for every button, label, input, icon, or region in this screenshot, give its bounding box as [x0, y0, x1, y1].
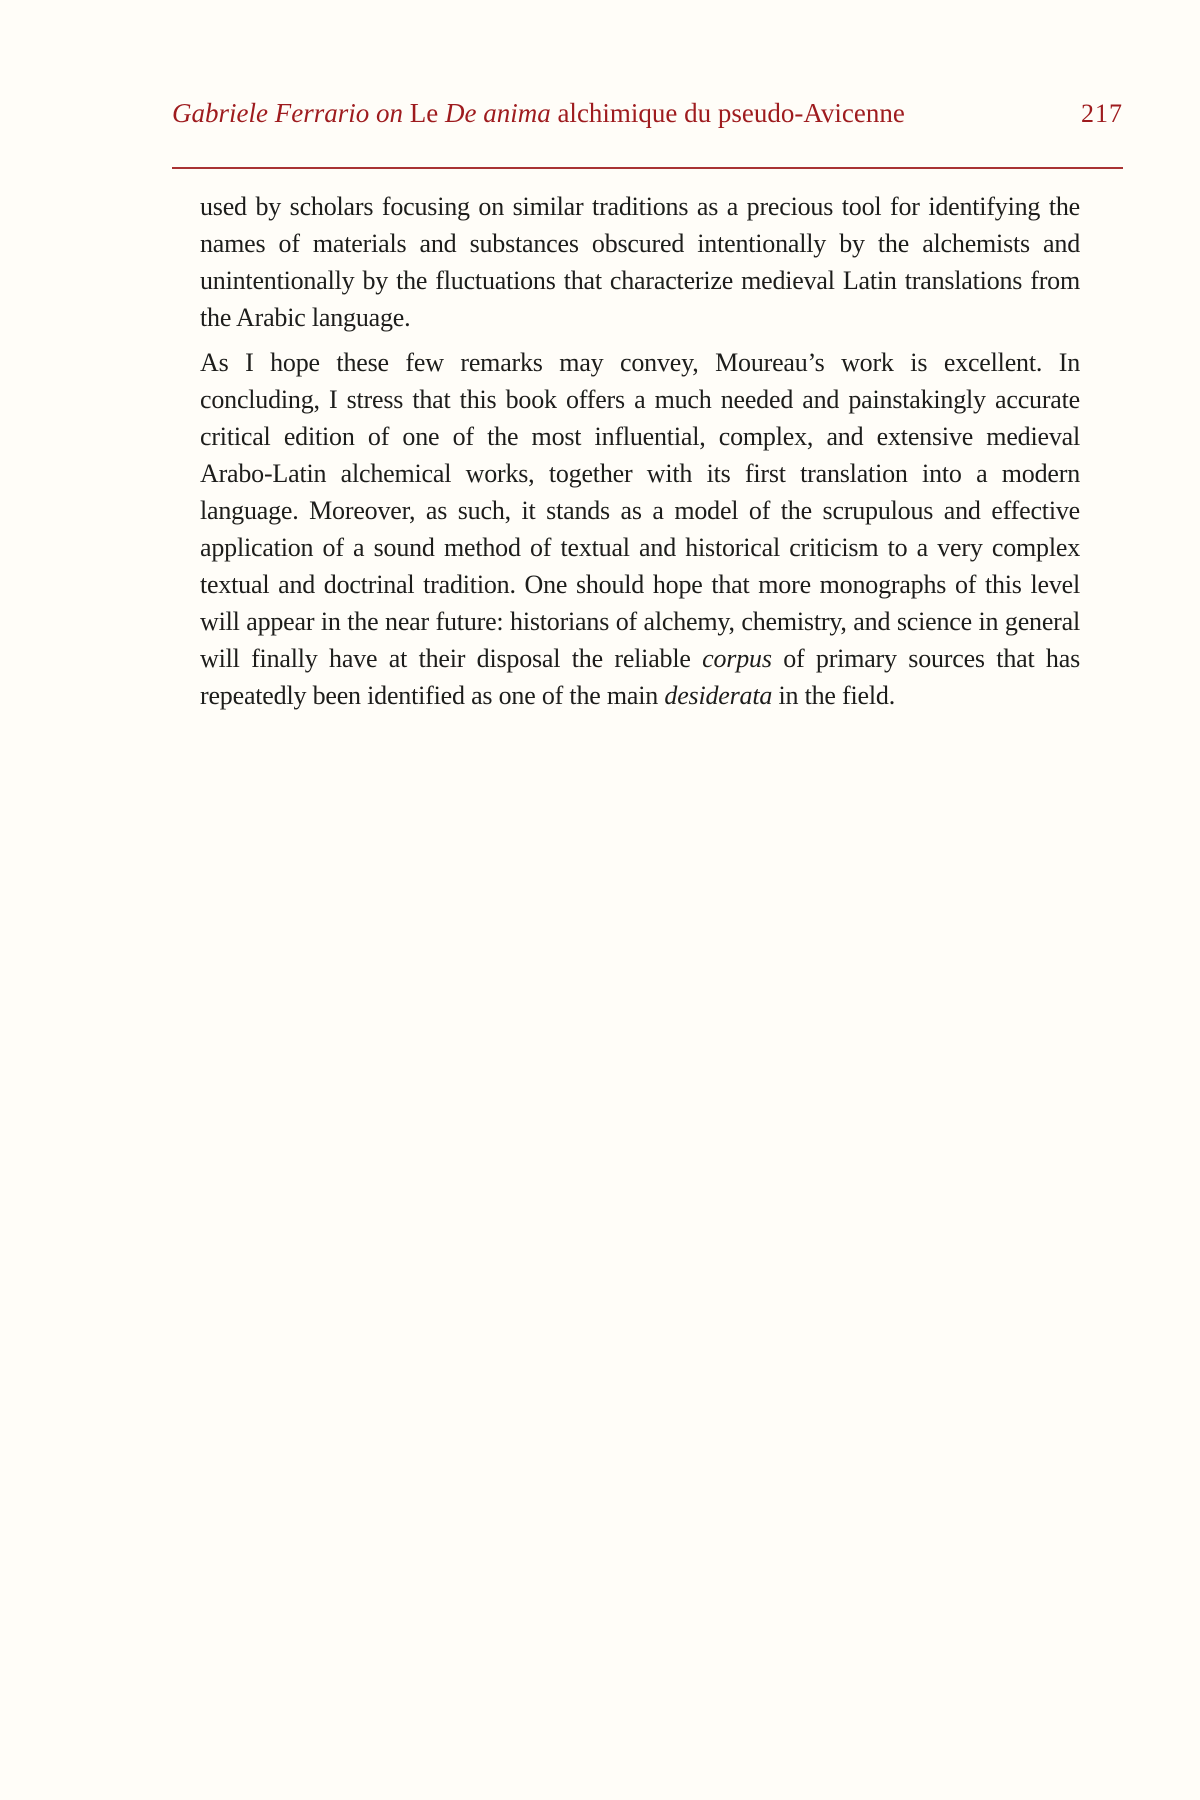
body-paragraph — [200, 188, 1080, 336]
text-segment: used by scholars focusing on similar traditions as a precious tool for identifying the names of materials and substances obscured intentionally by the alchemists and unintentionally by the fluctuations that characterize medieval Latin translations from the Arabic language. — [200, 192, 1080, 332]
body-text — [200, 188, 1080, 714]
text-segment: in the field. — [772, 681, 895, 710]
italic-text-segment: Gabriele Ferrario on — [172, 98, 403, 128]
running-header-title — [172, 96, 905, 130]
page-number: 217 — [1081, 99, 1123, 128]
text-segment: of primary sources that has repeatedly been identified as one of the main — [200, 644, 1080, 710]
header-rule — [172, 167, 1123, 169]
text-segment: As I hope these few remarks may convey, Moureau’s work is excellent. In concluding, I stress that this book offers a much needed and painstakingly accurate critical edition of one of the most influential, complex, and extensive medieval Arabo-Latin alchemical works, together with its first translation into a modern language. Moreover, as such, it stands as a model of the scrupulous and effective application of a sound method of textual and historical criticism to a very complex textual and doctrinal tradition. One should hope that more monographs of this level will appear in the near future: historians of alchemy, chemistry, and science in general will finally have at their disposal the reliable — [200, 348, 1080, 673]
body-paragraph — [200, 344, 1080, 714]
text-segment: alchimique du pseudo-Avicenne — [550, 98, 905, 128]
running-header — [172, 96, 1123, 131]
italic-term: corpus — [702, 644, 772, 673]
text-segment: Le — [402, 98, 445, 128]
italic-term: desiderata — [664, 681, 773, 710]
italic-text-segment: De anima — [444, 98, 551, 128]
